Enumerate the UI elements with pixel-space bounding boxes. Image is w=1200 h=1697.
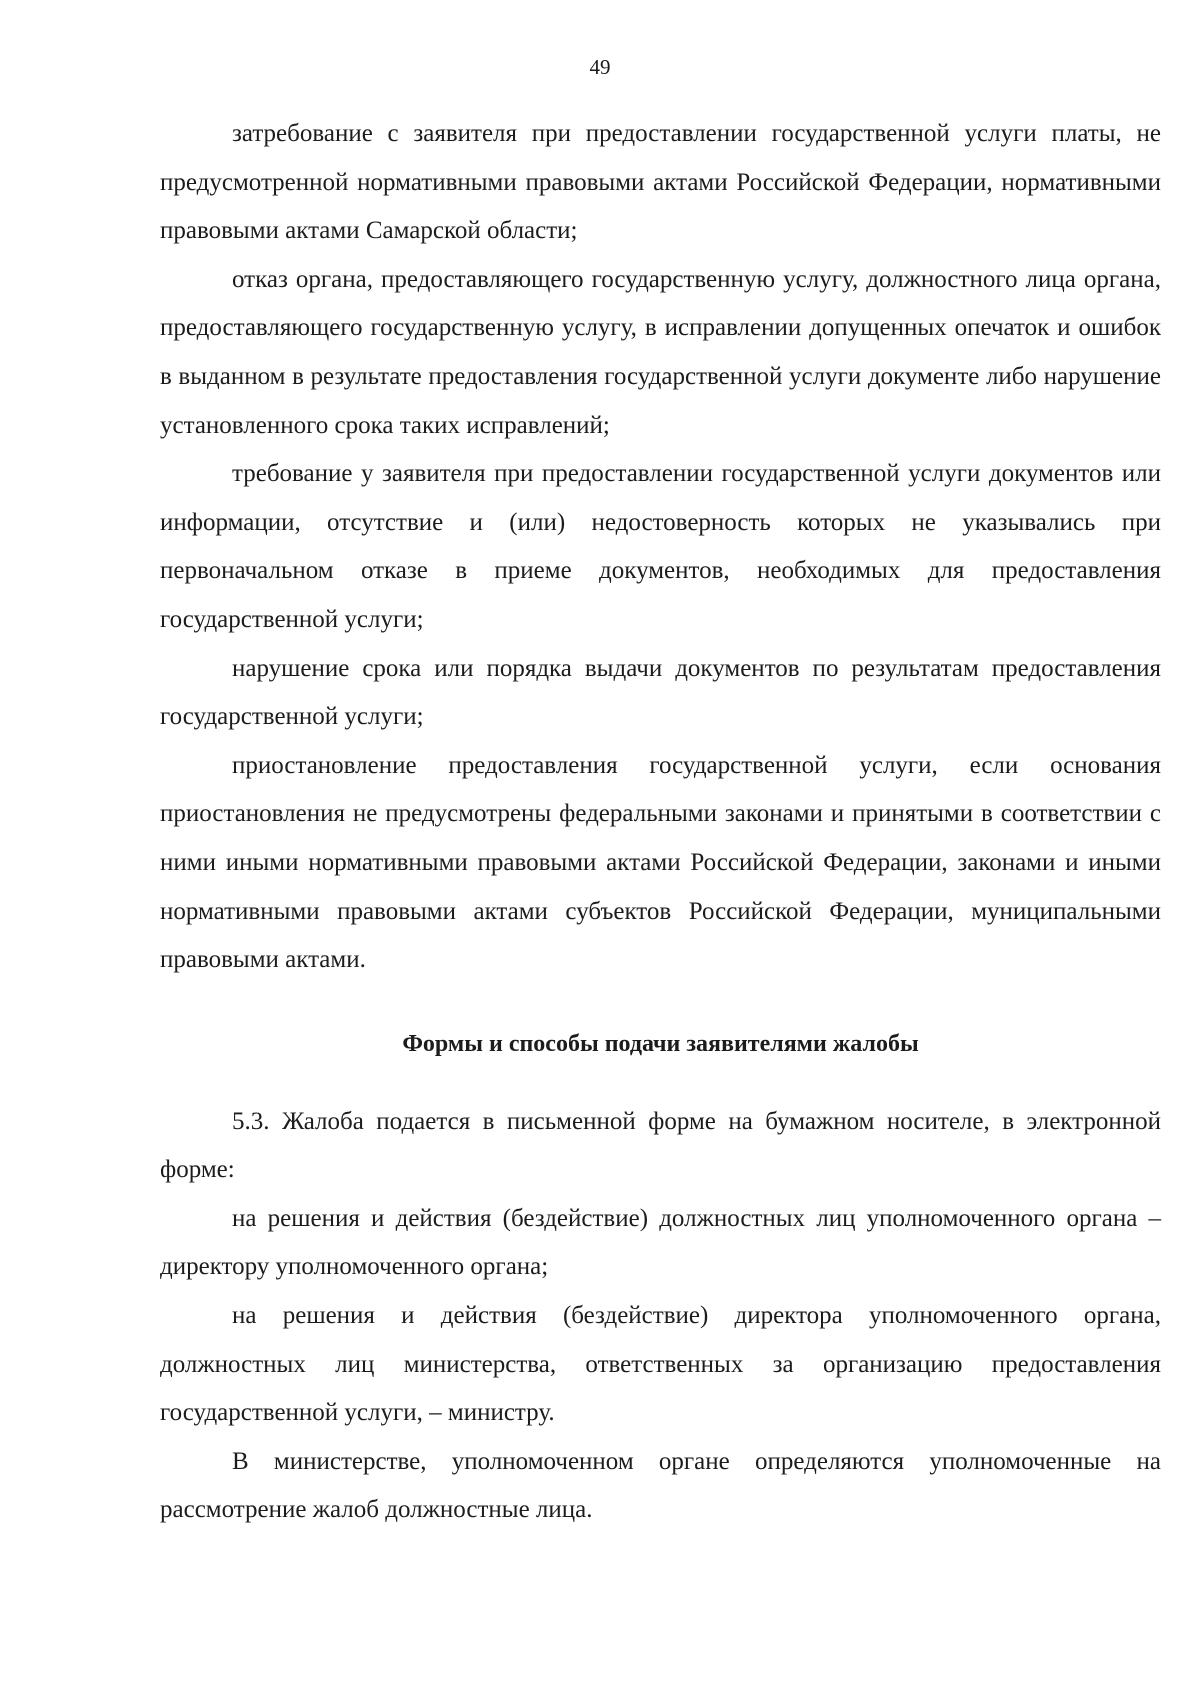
paragraph-document-requirement: требование у заявителя при предоставлении государственной услуги документов или информации, отсутствие и (или) недостоверность которых не указывались при первоначальном отказе в приеме документов, необходимых для предоставления государственной услуги; — [160, 460, 1161, 633]
paragraph-fee-demand: затребование с заявителя при предоставлении государственной услуги платы, не предусмотренной нормативными правовыми актами Российской Федерации, нормативными правовыми актами Самарской области; — [160, 120, 1161, 245]
section-heading: Формы и способы подачи заявителями жалобы — [402, 1030, 919, 1057]
paragraph-complaint-to-director: на решения и действия (бездействие) должностных лиц уполномоченного органа – директору уполномоченного органа; — [160, 1204, 1161, 1281]
paragraph-issuance-violation: нарушение срока или порядка выдачи документов по результатам предоставления государственной услуги; — [160, 654, 1161, 731]
paragraph-service-suspension: приостановление предоставления государственной услуги, если основания приостановления не предусмотрены федеральными законами и принятыми в соответствии с ними иными нормативными правовыми актами Российской Федерации, законами и иными нормативными правовыми актами субъектов Российской Федерации, муниципальными правовыми актами. — [160, 751, 1161, 974]
paragraph-correction-refusal: отказ органа, предоставляющего государственную услугу, должностного лица органа, предоставляющего государственную услугу, в исправлении допущенных опечаток и ошибок в выданном в результате предоставления государственной услуги документе либо нарушение установленного срока таких исправлений; — [160, 265, 1161, 439]
paragraph-complaint-form: 5.3. Жалоба подается в письменной форме на бумажном носителе, в электронной форме: — [160, 1107, 1161, 1184]
paragraph-responsible-officials: В министерстве, уполномоченном органе определяются уполномоченные на рассмотрение жалоб должностные лица. — [160, 1447, 1161, 1524]
paragraph-complaint-to-minister: на решения и действия (бездействие) директора уполномоченного органа, должностных лиц министерства, ответственных за организацию предоставления государственной услуги, – министру. — [160, 1302, 1161, 1427]
page-number: 49 — [589, 55, 611, 79]
document-body — [160, 110, 1161, 1535]
